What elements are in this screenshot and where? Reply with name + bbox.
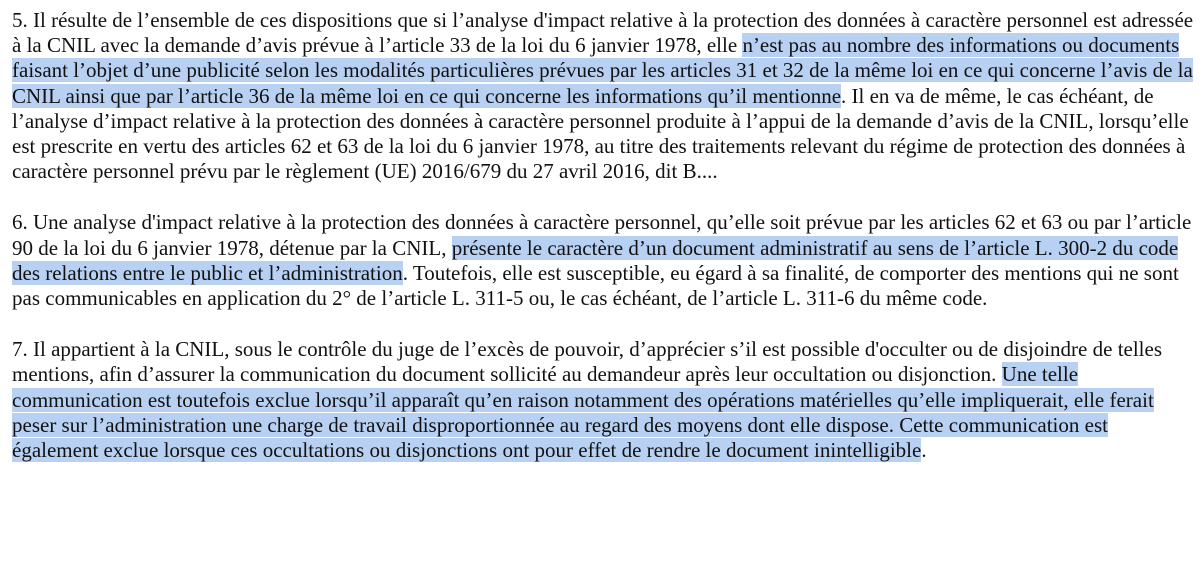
paragraph-6-text-2: . Toutefois, elle est susceptible, eu égard à sa finalité, de comporter des mentions qui ne sont pas communicables en application du 2° de l’article L. 311-5 ou, le cas échéant, de l’article L. 311-6 du même code. (12, 260, 1179, 311)
paragraph-6 (12, 210, 1194, 311)
paragraph-7-text-2: . (921, 438, 927, 463)
paragraph-5-highlight[interactable]: n’est pas au nombre des informations ou documents faisant l’objet d’une publicité selon les modalités particulières prévues par les articles 31 et 32 de la même loi en ce qui concerne l’avis de la CNIL ainsi que par l’article 36 de la même loi en ce qui concerne les informations qu’il mentionne (12, 33, 1193, 108)
paragraph-5 (12, 8, 1194, 184)
paragraph-6-highlight[interactable]: présente le caractère d’un document administratif au sens de l’article L. 300-2 du code des relations entre le public et l’administration (12, 235, 1179, 285)
paragraph-5-text-2: . Il en va de même, le cas échéant, de l’analyse d’impact relative à la protection des données à caractère personnel produite à l’appui de la demande d’avis de la CNIL, lorsqu’elle est prescrite en vertu des articles 62 et 63 de la loi du 6 janvier 1978, au titre des traitements relevant du régime de protection des données à caractère personnel prévu par le règlement (UE) 2016/679 du 27 avril 2016, dit B.... (12, 83, 1189, 184)
paragraph-7 (12, 337, 1194, 463)
paragraph-7-highlight[interactable]: Une telle communication est toutefois exclue lorsqu’il apparaît qu’en raison notamment des opérations matérielles qu’elle impliquerait, elle ferait peser sur l’administration une charge de travail disproportionnée au regard des moyens dont elle dispose. Cette communication est également exclue lorsque ces occultations ou disjonctions ont pour effet de rendre le document inintelligible (12, 362, 1154, 463)
paragraph-5-text-1: 5. Il résulte de l’ensemble de ces dispositions que si l’analyse d'impact relative à la protection des données à caractère personnel est adressée à la CNIL avec la demande d’avis prévue à l’article 33 de la loi du 6 janvier 1978, elle (12, 8, 1194, 58)
paragraph-7-text-1: 7. Il appartient à la CNIL, sous le contrôle du juge de l’excès de pouvoir, d’apprécier s’il est possible d'occulter ou de disjoindre de telles mentions, afin d’assurer la communication du document sollicité au demandeur après leur occultation ou disjonction. (12, 337, 1163, 387)
paragraph-6-text-1: 6. Une analyse d'impact relative à la protection des données à caractère personnel, qu’elle soit prévue par les articles 62 et 63 ou par l’article 90 de la loi du 6 janvier 1978, détenue par la CNIL, (12, 210, 1192, 260)
document-body (12, 8, 1194, 489)
